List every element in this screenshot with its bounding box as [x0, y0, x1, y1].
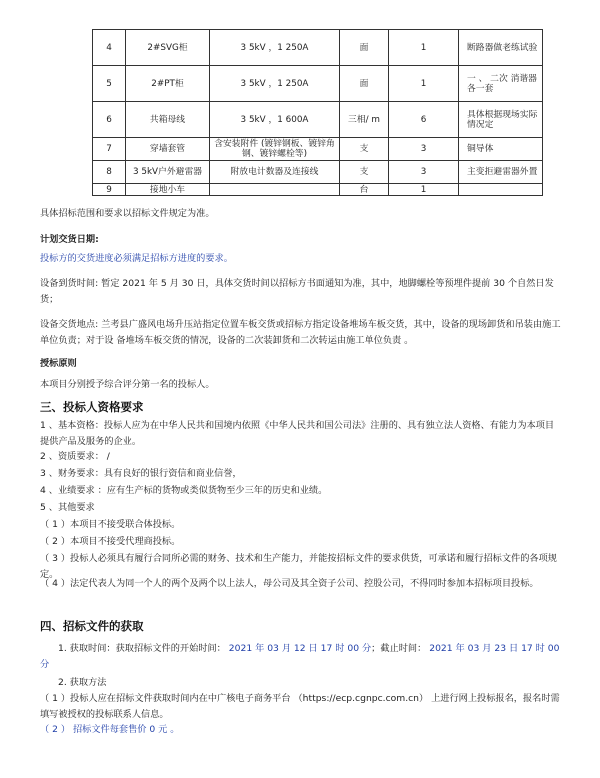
equipment-table — [92, 29, 543, 196]
specification-cell: 含安装附件 (镀锌钢板、镀锌角钢、镀锌螺栓等) — [210, 138, 340, 161]
scope-note: 具体招标范围和要求以招标文件规定为准。 — [40, 208, 215, 219]
unit-cell: 面 — [340, 30, 389, 66]
delivery-heading: 计划交货日期: — [40, 234, 99, 245]
quantity-cell: 1 — [389, 184, 459, 196]
remark-cell — [459, 184, 543, 196]
specification-cell: 3 5kV ，1 250A — [210, 30, 340, 66]
award-principle-text: 本项目分别授予综合评分第一名的投标人。 — [40, 379, 215, 390]
quantity-cell: 3 — [389, 161, 459, 184]
acquire-end: 2021 年 03 月 23 日 17 时 00 分 — [40, 643, 560, 670]
acquire-method-1: （ 1 ）投标人应在招标文件获取时间内在中广核电子商务平台 （https://ecp.cgnpc.com.cn） 上进行网上投标报名，报名时需填写被授权的投标联系人信息。 — [40, 693, 560, 720]
remark-cell: 铜导体 — [459, 138, 543, 161]
section-4-heading: 四、招标文件的获取 — [40, 619, 144, 633]
equipment-name-cell: 3 5kV户外避雷器 — [126, 161, 210, 184]
row-number-cell: 9 — [93, 184, 126, 196]
acquire-time-label: 1. 获取时间：获取招标文件的开始时间： — [58, 643, 229, 654]
remark-cell: 具体根据现场实际情况定 — [459, 102, 543, 138]
specification-cell: 附放电计数器及连接线 — [210, 161, 340, 184]
req-item-3: （ 3 ）投标人必须具有履行合同所必需的财务、技术和生产能力，并能按招标文件的要求供货，可承诺和履行招标文件的各项规定。 — [40, 553, 557, 580]
acquire-start: 2021 年 03 月 12 日 17 时 00 分 — [228, 643, 372, 654]
acquire-deadline-label: ；截止时间： — [371, 643, 430, 654]
equipment-name-cell: 2#SVG柜 — [126, 30, 210, 66]
delivery-place: 设备交货地点: 兰考县广盛风电场升压站指定位置车板交货或招标方指定设备堆场车板交货，其中，设备的现场卸货和吊装由施工单位负责；对于设 备堆场车板交货的情况，设备的二次装卸货和二次转运由施工单位负责 。 — [40, 319, 561, 346]
row-number-cell: 4 — [93, 30, 126, 66]
award-principle-heading: 授标原则 — [40, 358, 77, 369]
unit-cell: 支 — [340, 161, 389, 184]
section-3-heading: 三、投标人资格要求 — [40, 400, 144, 414]
quantity-cell: 3 — [389, 138, 459, 161]
acquire-time — [40, 641, 562, 672]
row-number-cell: 7 — [93, 138, 126, 161]
table-row — [93, 138, 543, 161]
acquire-method-heading: 2. 获取方法 — [58, 677, 107, 688]
equipment-name-cell: 2#PT柜 — [126, 66, 210, 102]
unit-cell: 三相/ m — [340, 102, 389, 138]
req-item-2: （ 2 ）本项目不接受代理商投标。 — [40, 536, 181, 547]
quantity-cell: 1 — [389, 30, 459, 66]
specification-cell: 3 5kV ，1 250A — [210, 66, 340, 102]
quantity-cell: 1 — [389, 66, 459, 102]
row-number-cell: 5 — [93, 66, 126, 102]
specification-cell — [210, 184, 340, 196]
equipment-name-cell: 穿墙套管 — [126, 138, 210, 161]
req-item-4: （ 4 ）法定代表人为同一个人的两个及两个以上法人，母公司及其全资子公司、控股公司，不得同时参加本招标项目投标。 — [40, 578, 539, 589]
unit-cell: 支 — [340, 138, 389, 161]
table-row — [93, 66, 543, 102]
unit-cell: 台 — [340, 184, 389, 196]
specification-cell: 3 5kV ，1 600A — [210, 102, 340, 138]
quantity-cell: 6 — [389, 102, 459, 138]
table-row — [93, 30, 543, 66]
req-performance: 4 、业绩要求 ：应有生产标的货物或类似货物至少三年的历史和业绩。 — [40, 485, 328, 496]
equipment-name-cell: 共箱母线 — [126, 102, 210, 138]
req-item-1: （ 1 ）本项目不接受联合体投标。 — [40, 519, 181, 530]
delivery-time: 设备到货时间: 暂定 2021 年 5 月 30 日，具体交货时间以招标方书面通知为准，其中，地脚螺栓等预埋件提前 30 个自然日发货； — [40, 278, 554, 305]
req-basic: 1 、基本资格：投标人应为在中华人民共和国境内依照《中华人民共和国公司法》注册的、具有独立法人资格、有能力为本项目提供产品及服务的企业。 — [40, 420, 555, 447]
req-other: 5 、其他要求 — [40, 502, 95, 513]
table-row — [93, 102, 543, 138]
unit-cell: 面 — [340, 66, 389, 102]
remark-cell: 主变拒避雷器外置 — [459, 161, 543, 184]
equipment-name-cell: 接地小车 — [126, 184, 210, 196]
delivery-requirement: 投标方的交货进度必须满足招标方进度的要求。 — [40, 253, 233, 264]
row-number-cell: 6 — [93, 102, 126, 138]
req-financial: 3 、财务要求：具有良好的银行资信和商业信誉， — [40, 468, 242, 479]
acquire-method-2: （ 2 ） 招标文件每套售价 0 元 。 — [40, 724, 180, 735]
table-row — [93, 161, 543, 184]
remark-cell: 断路器做老练试验 — [459, 30, 543, 66]
row-number-cell: 8 — [93, 161, 126, 184]
req-qualification: 2 、资质要求： / — [40, 451, 110, 462]
table-row — [93, 184, 543, 196]
remark-cell: 一 、 二次 消谐器各一套 — [459, 66, 543, 102]
